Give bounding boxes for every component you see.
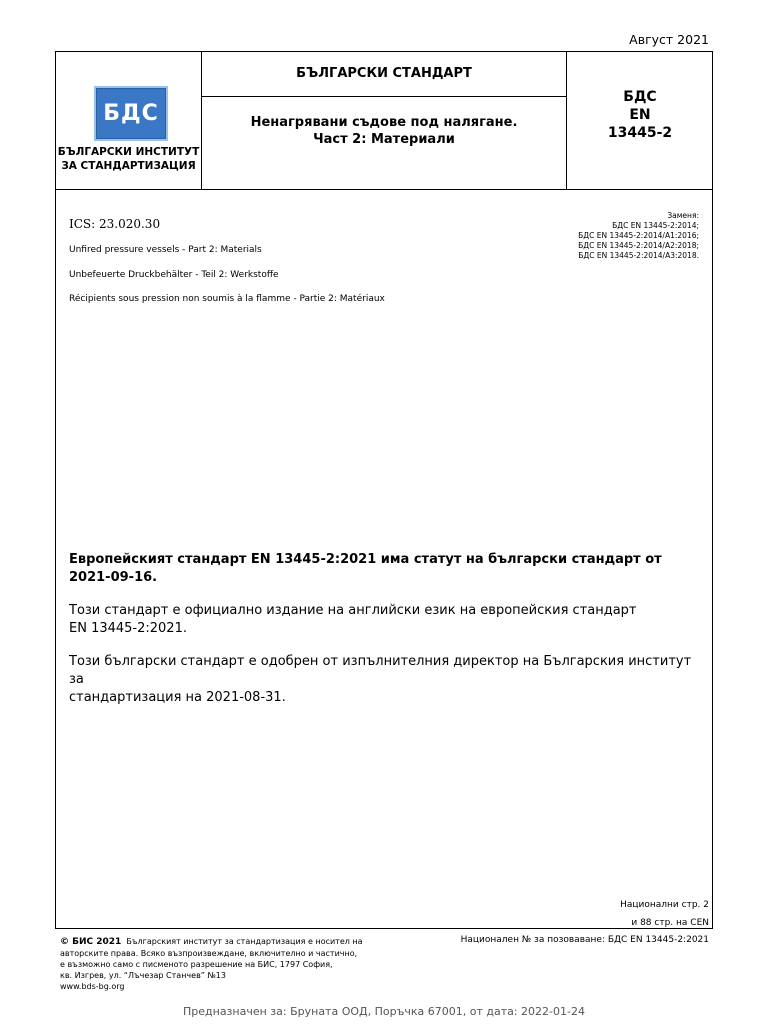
license-footer: Предназначен за: Бруната ООД, Поръчка 67001, от дата: 2022-01-24 [183,1005,585,1018]
standard-type-title: БЪЛГАРСКИ СТАНДАРТ [296,66,472,81]
standard-subject-line1: Ненагрявани съдове под налягане. [250,115,518,130]
title-german: Unbefeuerte Druckbehälter - Teil 2: Werkstoffe [69,270,279,280]
title-english: Unfired pressure vessels - Part 2: Materials [69,245,262,255]
standard-number-line3: 13445-2 [607,125,673,141]
replaces-label: Заменя: [667,211,699,220]
national-pages: Национални стр. 2 [620,900,709,910]
cen-pages: и 88 стр. на CEN [631,918,709,928]
title-french: Récipients sous pression non soumis à la flamme - Partie 2: Matériaux [69,294,385,304]
edition-line1: Този стандарт е официално издание на английски език на европейския стандарт [69,603,637,618]
copyright-mark: © БИС 2021 [60,937,122,947]
ics-code: ICS: 23.020.30 [69,217,161,231]
replaces-item: БДС EN 13445-2:2014/A3:2018. [578,251,699,260]
copyright-line2: авторските права. Всяко възпроизвеждане, включително и частично, [60,949,358,958]
replaces-item: БДС EN 13445-2:2014; [612,221,699,230]
institute-name-line1: БЪЛГАРСКИ ИНСТИТУТ [57,146,200,158]
approval-line2: стандартизация на 2021-08-31. [69,690,286,705]
bds-logo [94,86,168,141]
standard-number [567,88,713,142]
copyright-line3: е възможно само с писменото разрешение на БИС, 1797 София, [60,960,333,969]
approval-statement [69,653,709,707]
publication-date: Август 2021 [629,32,709,47]
replaces-block [578,211,699,261]
status-line2: 2021-09-16. [69,570,158,585]
replaces-item: БДС EN 13445-2:2014/A1:2016; [578,231,699,240]
institute-name-line2: ЗА СТАНДАРТИЗАЦИЯ [61,160,196,172]
copyright-line4: кв. Изгрев, ул. “Лъчезар Станчев” №13 [60,971,226,980]
logo-text: БДС [103,101,159,126]
status-line1: Европейският стандарт EN 13445-2:2021 има статут на български стандарт от [69,552,662,567]
standard-number-line1: БДС [623,89,657,105]
edition-line2: EN 13445-2:2021. [69,621,187,636]
standard-subject [202,114,566,148]
page-count [620,896,709,932]
standard-number-line2: EN [629,107,651,123]
approval-line1: Този български стандарт е одобрен от изпълнителния директор на Българския институт за [69,654,692,687]
website-link[interactable]: www.bds-bg.org [60,982,125,991]
edition-statement [69,602,709,638]
institute-name [56,145,201,173]
replaces-item: БДС EN 13445-2:2014/A2:2018; [578,241,699,250]
status-statement [69,551,709,587]
copyright-notice [60,936,405,992]
standard-subject-line2: Част 2: Материали [313,132,455,147]
national-reference-number: Национален № за позоваване: БДС EN 13445-2:2021 [460,935,709,945]
copyright-line1: Българският институт за стандартизация е носител на [126,937,363,946]
header-divider-middle [201,96,567,97]
